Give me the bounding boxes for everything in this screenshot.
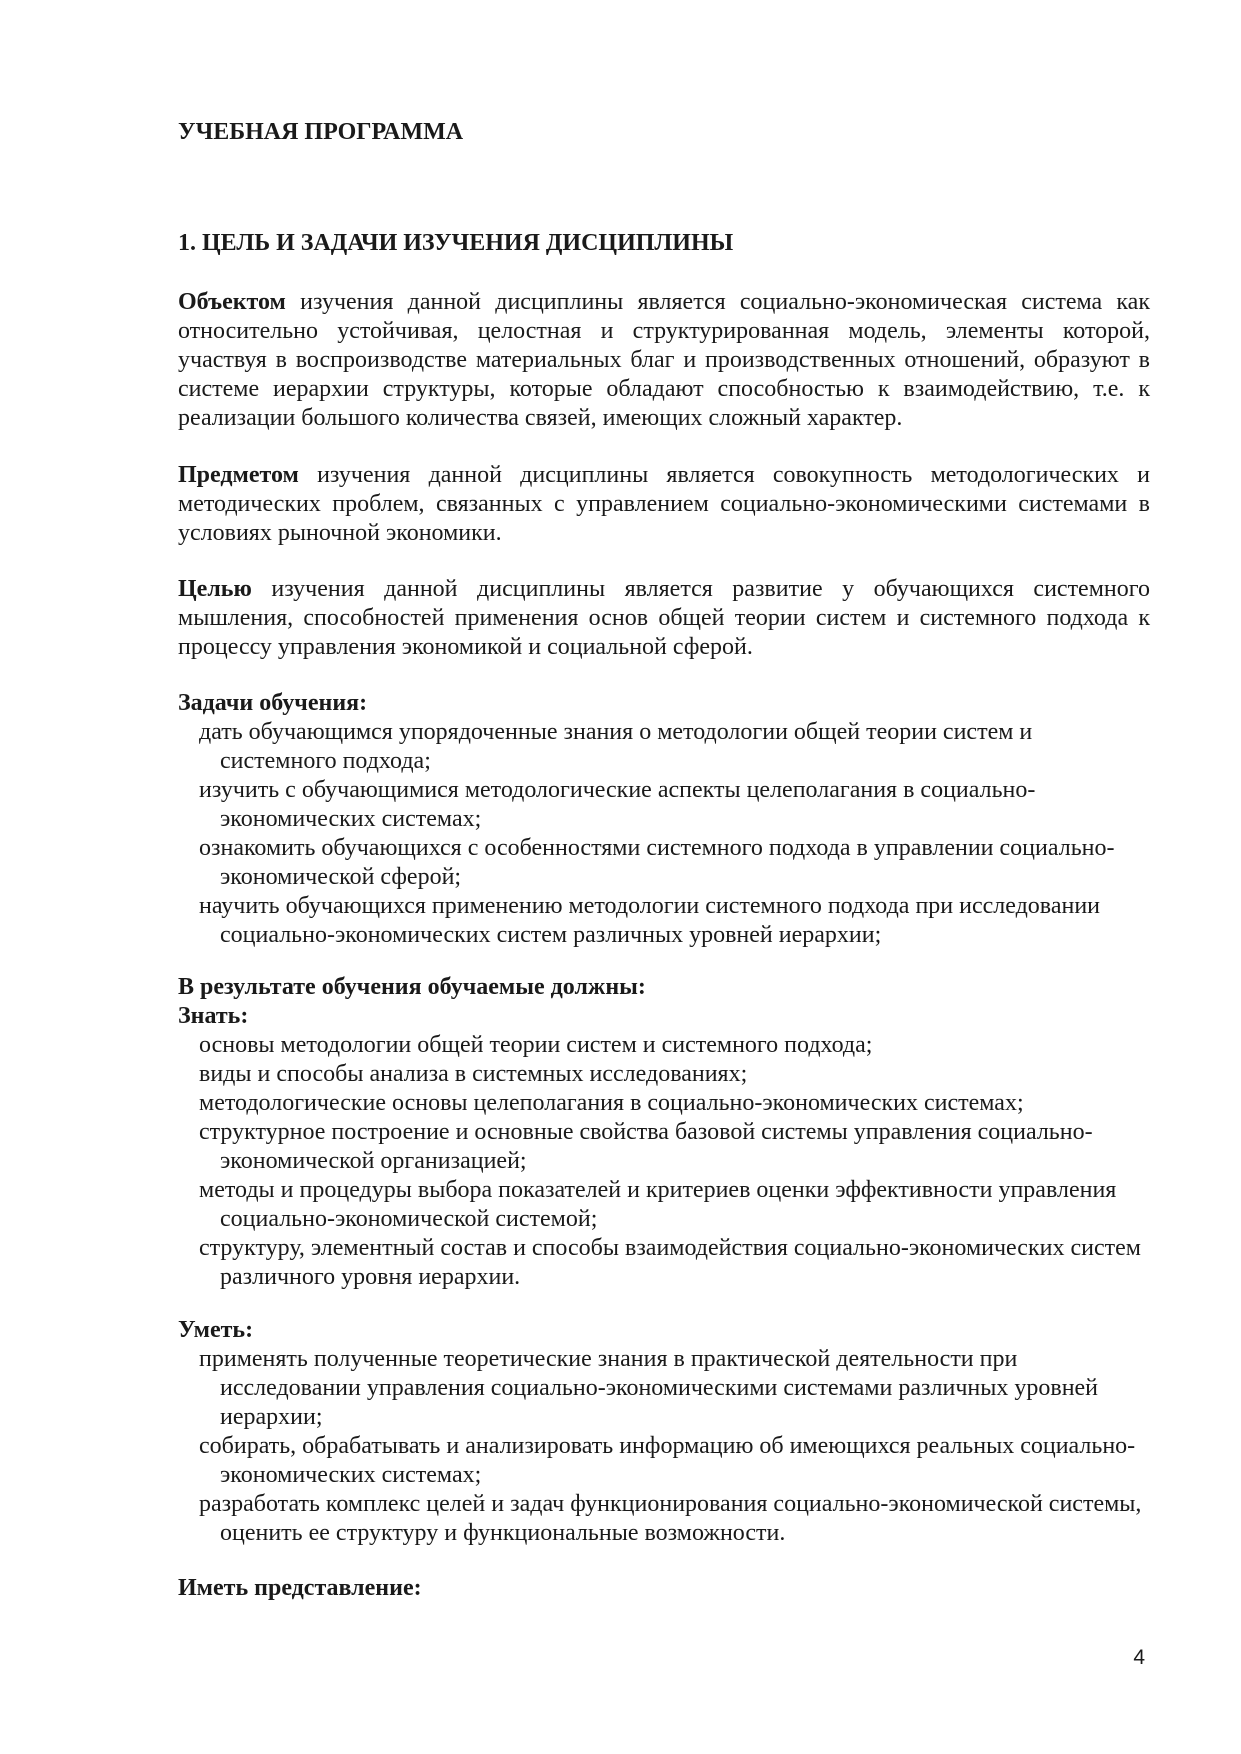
list-item: структурное построение и основные свойства базовой системы управления социально-экономической организацией; — [199, 1119, 1093, 1174]
tasks-heading: Задачи обучения: — [178, 690, 368, 716]
goal-text: изучения данной дисциплины является развитие у обучающихся системного мышления, способностей применения основ общей теории систем и системного подхода к процессу управления экономикой и социальной сферой. — [178, 576, 1150, 660]
object-term: Объектом — [178, 289, 286, 315]
list-item: виды и способы анализа в системных исследованиях; — [199, 1061, 748, 1087]
know-heading: Знать: — [178, 1003, 249, 1029]
subject-text: изучения данной дисциплины является совокупность методологических и методических проблем, связанных с управлением социально-экономическими системами в условиях рыночной экономики. — [178, 462, 1150, 546]
page-title: УЧЕБНАЯ ПРОГРАММА — [178, 119, 464, 145]
section-title: 1. ЦЕЛЬ И ЗАДАЧИ ИЗУЧЕНИЯ ДИСЦИПЛИНЫ — [178, 230, 734, 256]
skills-list — [178, 1345, 1150, 1548]
object-paragraph — [178, 288, 1150, 433]
list-item: дать обучающимся упорядоченные знания о методологии общей теории систем и системного подхода; — [199, 719, 1033, 774]
list-item: применять полученные теоретические знания в практической деятельности при исследовании управления социально-экономическими системами различных уровней иерархии; — [199, 1346, 1099, 1430]
list-item: методы и процедуры выбора показателей и критериев оценки эффективности управления социально-экономической системой; — [199, 1177, 1117, 1232]
list-item: собирать, обрабатывать и анализировать информацию об имеющихся реальных социально-экономических системах; — [199, 1433, 1136, 1488]
results-block — [178, 973, 1150, 1292]
skills-block — [178, 1316, 1150, 1548]
page-number: 4 — [1133, 1646, 1145, 1669]
results-heading: В результате обучения обучаемые должны: — [178, 974, 646, 1000]
tasks-list — [178, 718, 1150, 950]
list-item: структуру, элементный состав и способы взаимодействия социально-экономических систем различного уровня иерархии. — [199, 1235, 1141, 1290]
subject-term: Предметом — [178, 462, 299, 488]
list-item: методологические основы целеполагания в социально-экономических системах; — [199, 1090, 1024, 1116]
representation-block — [178, 1574, 1150, 1603]
list-item: изучить с обучающимися методологические аспекты целеполагания в социально-экономических системах; — [199, 777, 1036, 832]
skills-heading: Уметь: — [178, 1317, 254, 1343]
representation-heading: Иметь представление: — [178, 1575, 422, 1601]
object-text: изучения данной дисциплины является социально-экономическая система как относительно устойчивая, целостная и структурированная модель, элементы которой, участвуя в воспроизводстве материальных благ и производственных отношений, образуют в системе иерархии структуры, которые обладают способностью к взаимодействию, т.е. к реализации большого количества связей, имеющих сложный характер. — [178, 289, 1150, 431]
list-item: основы методологии общей теории систем и системного подхода; — [199, 1032, 873, 1058]
goal-paragraph — [178, 575, 1150, 662]
know-list — [178, 1031, 1150, 1292]
tasks-block — [178, 689, 1150, 950]
goal-term: Целью — [178, 576, 252, 602]
list-item: ознакомить обучающихся с особенностями системного подхода в управлении социально-экономической сферой; — [199, 835, 1115, 890]
list-item: разработать комплекс целей и задач функционирования социально-экономической системы, оценить ее структуру и функциональные возможности. — [199, 1491, 1142, 1546]
list-item: научить обучающихся применению методологии системного подхода при исследовании социально-экономических систем различных уровней иерархии; — [199, 893, 1101, 948]
subject-paragraph — [178, 461, 1150, 548]
